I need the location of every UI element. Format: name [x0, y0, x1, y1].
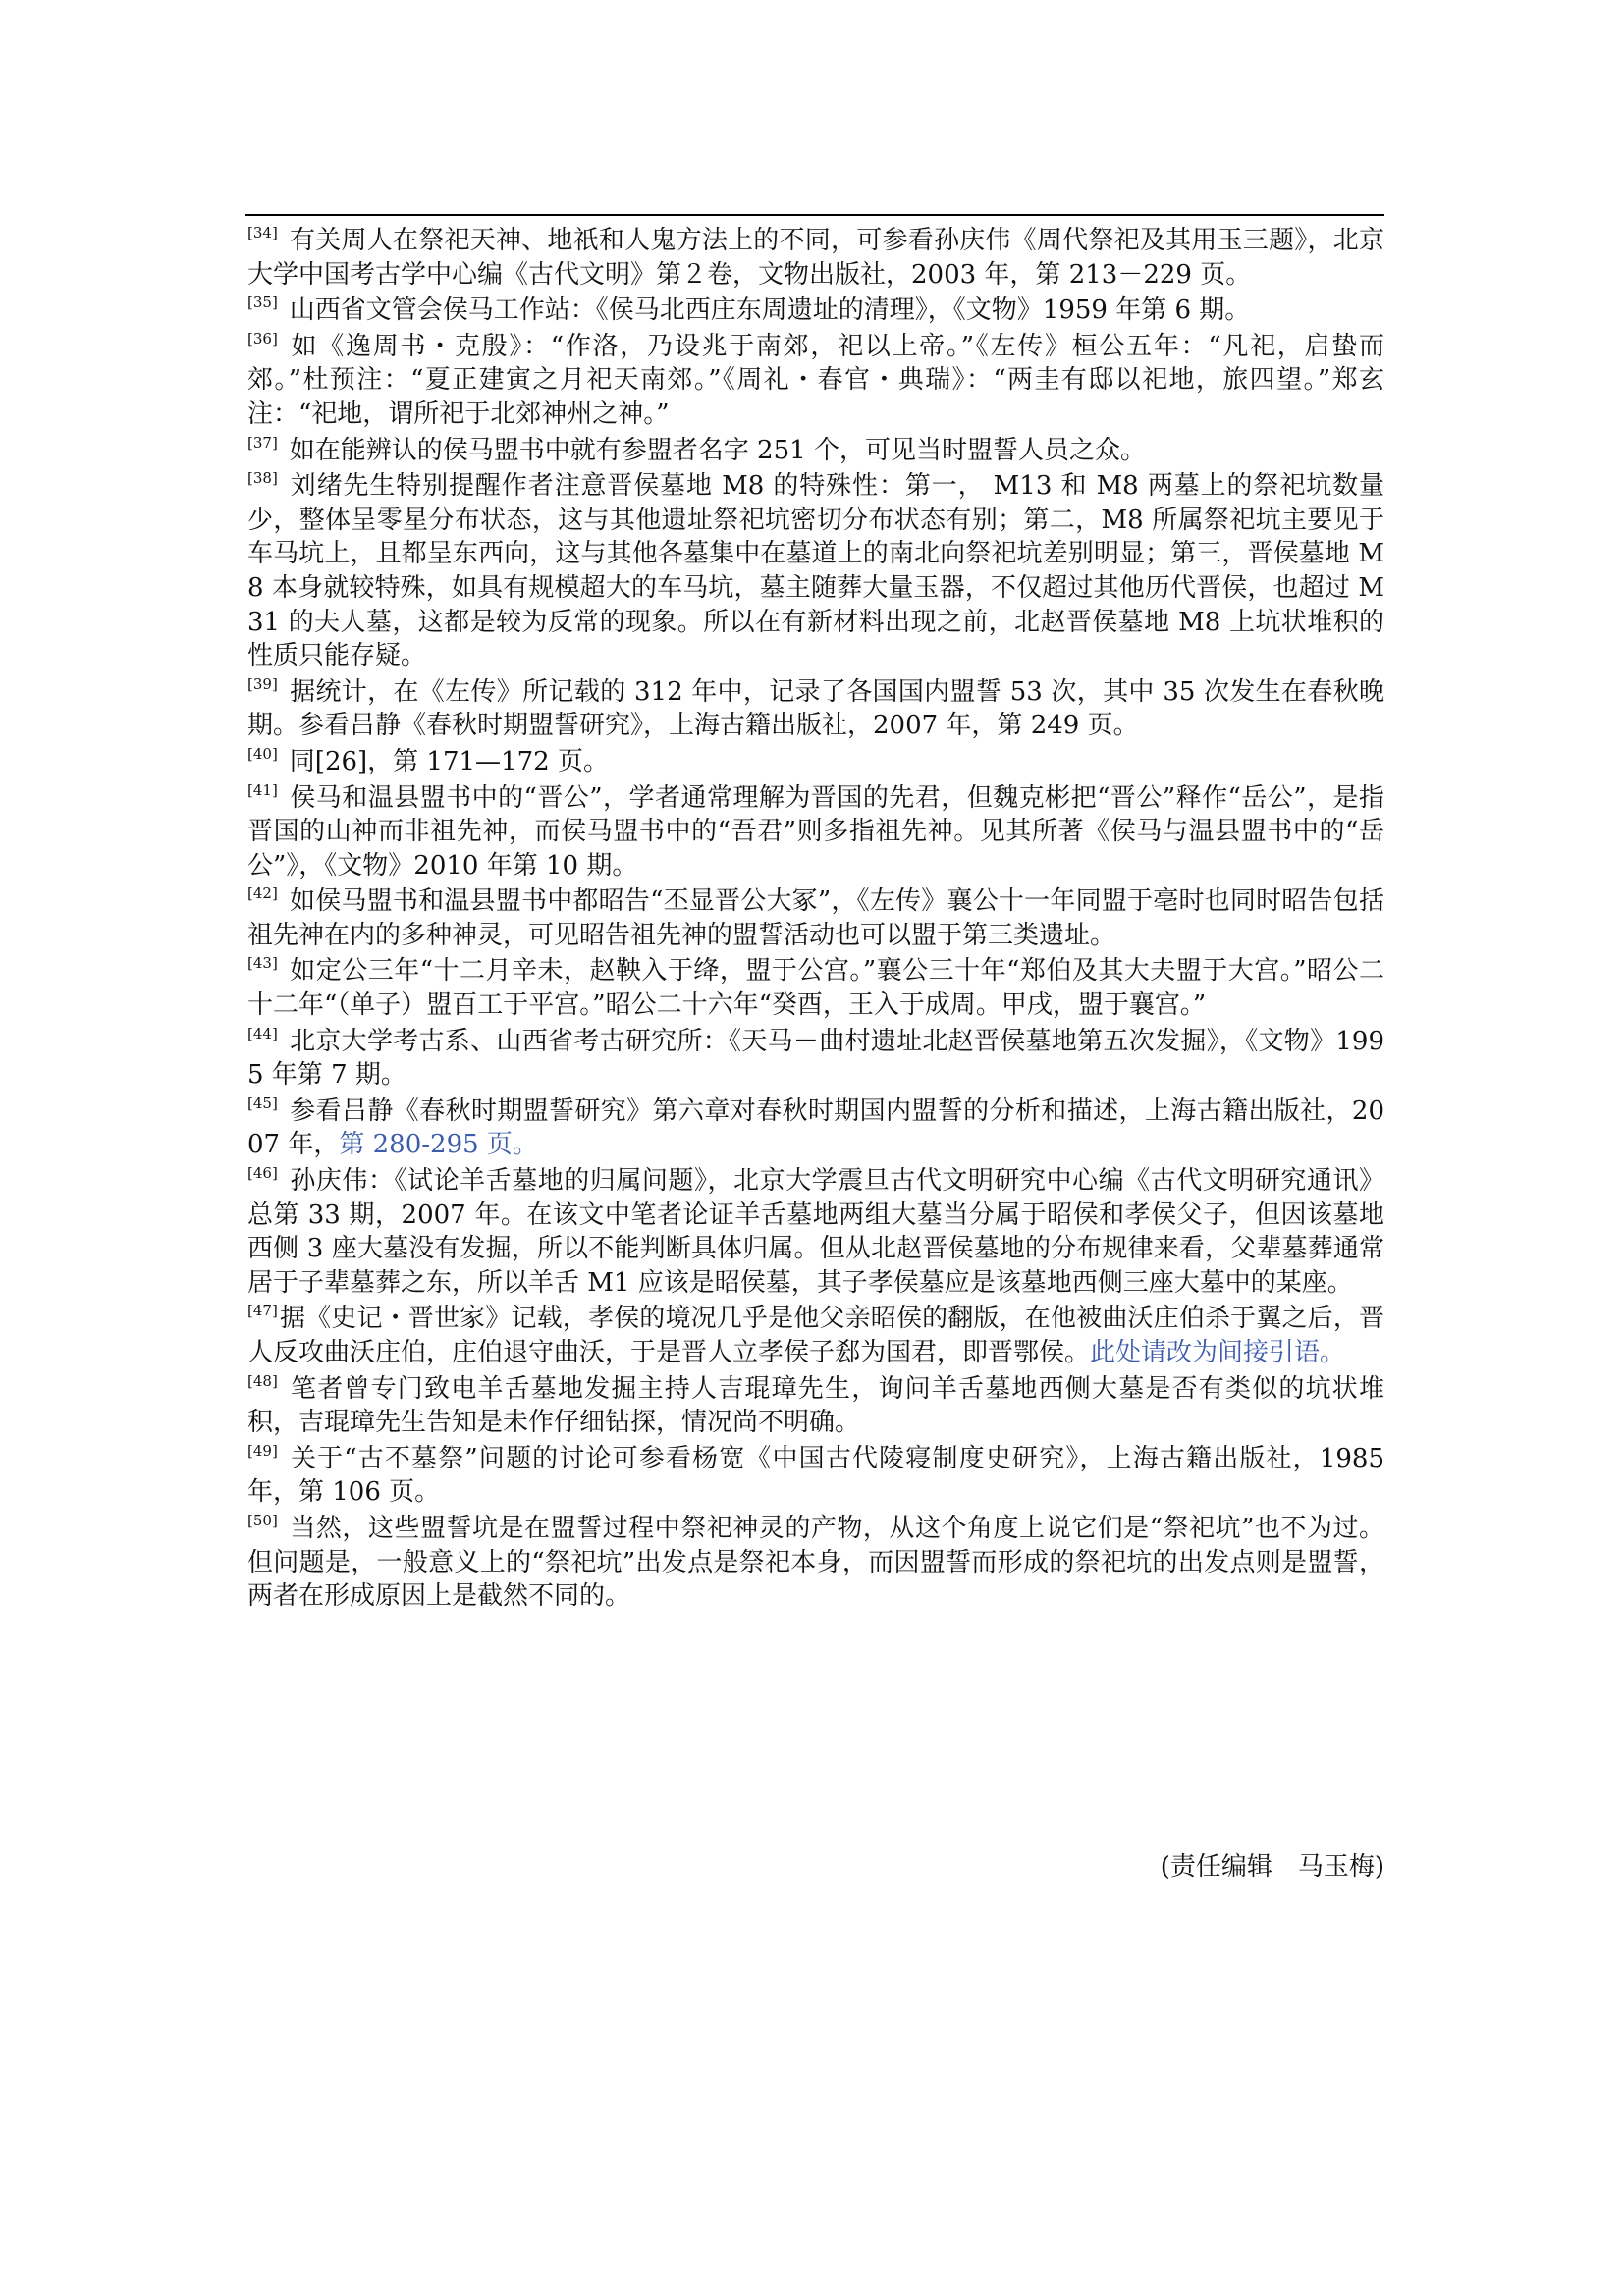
responsible-editor-credit: (责任编辑 马玉梅)	[1160, 1852, 1384, 1882]
footnote-text: 关于“古不墓祭”问题的讨论可参看杨宽《中国古代陵寝制度史研究》，上海古籍出版社，1985 年，第 106 页。	[247, 1443, 1384, 1508]
footnote-number: [50]	[247, 1511, 278, 1529]
footnote-34	[247, 224, 1384, 292]
footnote-text: 参看吕静《春秋时期盟誓研究》第六章对春秋时期国内盟誓的分析和描述，上海古籍出版社，2007 年，	[247, 1095, 1384, 1160]
footnote-43	[247, 954, 1384, 1022]
footnote-50	[247, 1512, 1384, 1614]
footnote-number: [39]	[247, 674, 278, 693]
footnote-number: [46]	[247, 1164, 278, 1183]
footnote-38	[247, 469, 1384, 673]
footnote-text: 有关周人在祭祀天神、地祇和人鬼方法上的不同，可参看孙庆伟《周代祭祀及其用玉三题》，北京大学中国考古学中心编《古代文明》第２卷，文物出版社，2003 年，第 213－229 页。	[247, 226, 1384, 290]
footnote-44	[247, 1025, 1384, 1093]
footnote-text: 如侯马盟书和温县盟书中都昭告“丕显晋公大冢”，《左传》襄公十一年同盟于亳时也同时昭告包括祖先神在内的多种神灵，可见昭告祖先神的盟誓活动也可以盟于第三类遗址。	[247, 886, 1384, 950]
footnote-46	[247, 1164, 1384, 1300]
footnote-40	[247, 745, 1384, 779]
footnote-36	[247, 330, 1384, 432]
footnote-47	[247, 1302, 1384, 1369]
footnote-45	[247, 1095, 1384, 1162]
footnote-number: [38]	[247, 469, 278, 488]
footnote-page-range-link[interactable]: 第 280-295 页。	[339, 1130, 538, 1160]
footnote-number: [35]	[247, 294, 278, 312]
footnote-editor-comment-link[interactable]: 此处请改为间接引语。	[1090, 1338, 1346, 1367]
footnotes-list	[247, 224, 1384, 1616]
footnote-number: [41]	[247, 780, 278, 799]
footnote-number: [40]	[247, 744, 278, 763]
footnote-37	[247, 434, 1384, 468]
footnote-number: [45]	[247, 1094, 278, 1112]
footnote-number: [47]	[247, 1302, 278, 1320]
footnote-number: [49]	[247, 1441, 278, 1460]
footnote-number: [43]	[247, 954, 278, 973]
footnote-text: 孙庆伟：《试论羊舌墓地的归属问题》，北京大学震旦古代文明研究中心编《古代文明研究通讯》总第 33 期，2007 年。在该文中笔者论证羊舌墓地两组大墓当分属于昭侯和孝侯父子，但因该墓地西侧 3 座大墓没有发掘，所以不能判断具体归属。但从北赵晋侯墓地的分布规律来看，父辈墓葬通常居于子辈墓葬之东，所以羊舌 M1 应该是昭侯墓，其子孝侯墓应是该墓地西侧三座大墓中的某座。	[247, 1166, 1384, 1298]
footnote-text: 侯马和温县盟书中的“晋公”，学者通常理解为晋国的先君，但魏克彬把“晋公”释作“岳公”，是指晋国的山神而非祖先神，而侯马盟书中的“吾君”则多指祖先神。见其所著《侯马与温县盟书中的“岳公”》，《文物》2010 年第 10 期。	[247, 782, 1384, 881]
footnote-text: 北京大学考古系、山西省考古研究所：《天马－曲村遗址北赵晋侯墓地第五次发掘》，《文物》1995 年第 7 期。	[247, 1026, 1384, 1091]
footnote-text: 如在能辨认的侯马盟书中就有参盟者名字 251 个，可见当时盟誓人员之众。	[289, 435, 1146, 465]
footnote-text: 山西省文管会侯马工作站：《侯马北西庄东周遗址的清理》，《文物》1959 年第 6 期。	[289, 295, 1251, 326]
footnote-text: 当然，这些盟誓坑是在盟誓过程中祭祀神灵的产物，从这个角度上说它们是“祭祀坑”也不为过。但问题是，一般意义上的“祭祀坑”出发点是祭祀本身，而因盟誓而形成的祭祀坑的出发点则是盟誓，两者在形成原因上是截然不同的。	[247, 1513, 1384, 1612]
footnote-number: [36]	[247, 329, 278, 347]
footnote-39	[247, 675, 1384, 743]
footnote-35	[247, 294, 1384, 328]
footnote-41	[247, 781, 1384, 883]
footnote-text: 同[26]，第 171—172 页。	[289, 746, 609, 776]
footnote-text: 刘绪先生特别提醒作者注意晋侯墓地 M8 的特殊性：第一， M13 和 M8 两墓上的祭祀坑数量少，整体呈零星分布状态，这与其他遗址祭祀坑密切分布状态有别；第二，M8 所属祭祀坑主要见于车马坑上，且都呈东西向，这与其他各墓集中在墓道上的南北向祭祀坑差别明显；第三，晋侯墓地 M8 本身就较特殊，如具有规模超大的车马坑，墓主随葬大量玉器，不仅超过其他历代晋侯，也超过 M31 的夫人墓，这都是较为反常的现象。所以在有新材料出现之前，北赵晋侯墓地 M8 上坑状堆积的性质只能存疑。	[247, 471, 1384, 671]
footnote-text: 如《逸周书・克殷》：“作洛，乃设兆于南郊，祀以上帝。”《左传》桓公五年：“凡祀，启蛰而郊。”杜预注：“夏正建寅之月祀天南郊。”《周礼・春官・典瑞》：“两圭有邸以祀地，旅四望。”郑玄注：“祀地，谓所祀于北郊神州之神。”	[247, 331, 1384, 429]
footnote-separator-rule	[245, 214, 1384, 216]
footnote-number: [37]	[247, 433, 278, 452]
footnote-number: [48]	[247, 1371, 278, 1390]
footnote-text: 据统计，在《左传》所记载的 312 年中，记录了各国国内盟誓 53 次，其中 35 次发生在春秋晚期。参看吕静《春秋时期盟誓研究》，上海古籍出版社，2007 年，第 249 页。	[247, 676, 1384, 741]
footnote-text: 据《史记・晋世家》记载，孝侯的境况几乎是他父亲昭侯的翻版，在他被曲沃庄伯杀于翼之后，晋人反攻曲沃庄伯，庄伯退守曲沃，于是晋人立孝侯子郄为国君，即晋鄂侯。	[247, 1304, 1384, 1367]
footnote-number: [42]	[247, 884, 278, 903]
footnote-42	[247, 884, 1384, 952]
footnote-number: [44]	[247, 1024, 278, 1042]
footnote-text: 笔者曾专门致电羊舌墓地发掘主持人吉琨璋先生，询问羊舌墓地西侧大墓是否有类似的坑状堆积，吉琨璋先生告知是未作仔细钻探，情况尚不明确。	[247, 1373, 1384, 1438]
footnote-49	[247, 1442, 1384, 1510]
footnote-text: 如定公三年“十二月辛未，赵鞅入于绛，盟于公宫。”襄公三十年“郑伯及其大夫盟于大宫。”昭公二十二年“（单子）盟百工于平宫。”昭公二十六年“癸酉，王入于成周。甲戌，盟于襄宫。”	[247, 956, 1384, 1021]
footnote-number: [34]	[247, 224, 278, 241]
footnote-48	[247, 1372, 1384, 1440]
